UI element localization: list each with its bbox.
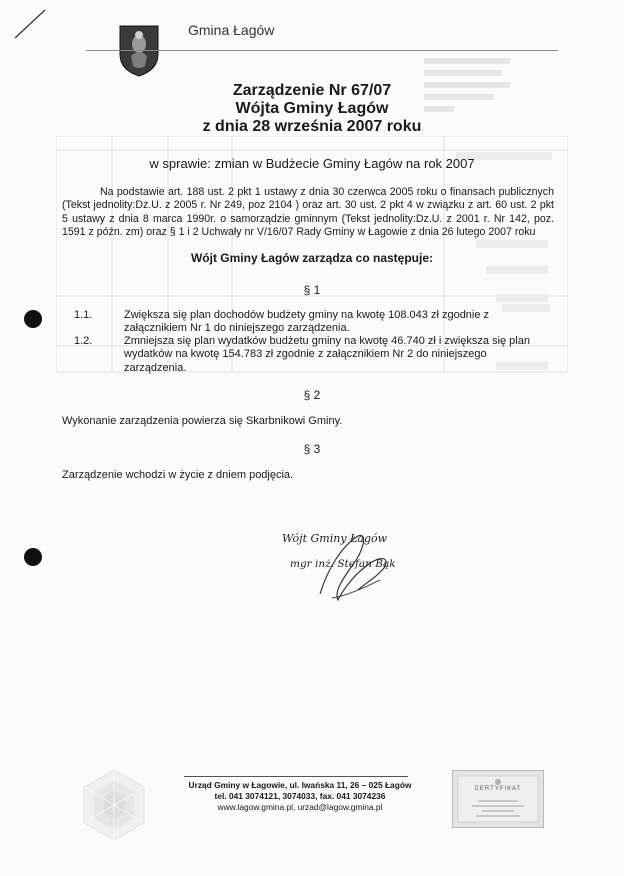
header-divider — [86, 50, 558, 51]
section-3-text: Zarządzenie wchodzi w życie z dniem podjęcia. — [62, 469, 294, 481]
list-item — [62, 335, 542, 377]
footer-phones: tel. 041 3074121, 3074033, fax. 041 3074236 — [214, 791, 386, 801]
footer-office-address: Urząd Gminy w Łagowie, ul. Iwańska 11, 26 – 025 Łagów — [188, 780, 412, 790]
item-text: Zmniejsza się plan wydatków budżetu gminy na kwotę 46.740 zł i zwiększa się plan wydatków na kwotę 154.783 zł zgodnie z załącznikiem Nr 2 do niniejszego zarządzenia. — [124, 335, 530, 374]
section-2-heading: § 2 — [303, 388, 321, 402]
legal-basis-text: Na podstawie art. 188 ust. 2 pkt 1 ustawy z dnia 30 czerwca 2005 roku o finansach publicznych (Tekst jednolity:Dz.U. z 2005 r. Nr 249, poz 2104 ) oraz art. 30 ust. 2 pkt 4 w związku z art. 60 ust. 2 pkt 5 ustawy z dnia 8 marca 1990r. o samorządzie gminnym (Tekst jednolity:Dz.U. z 2001 r. Nr 142, poz. 1591 z późn. zm) oraz § 1 i 2 Uchwały nr V/16/07 Rady Gminy w Łagowie z dnia 26 lutego 2007 roku — [62, 186, 554, 239]
item-text: Zwiększa się plan dochodów budżety gminy na kwotę 108.043 zł zgodnie z załącznikiem Nr 1 do niniejszego zarządzenia. — [124, 309, 490, 335]
subject-line: w sprawie: zmian w Budżecie Gminy Łagów na rok 2007 — [149, 156, 475, 171]
punch-hole — [24, 310, 42, 328]
header-municipality-name: Gmina Łagów — [188, 22, 275, 38]
certificate-label: CERTYFIKAT — [474, 786, 522, 792]
crystal-logo-icon — [80, 768, 148, 842]
decision-intro: Wójt Gminy Łagów zarządza co następuje: — [190, 251, 434, 265]
title-line-3: z dnia 28 września 2007 roku — [202, 118, 422, 135]
signature-stamp-title: Wójt Gminy Łagów — [282, 532, 388, 545]
coat-of-arms-icon — [118, 24, 160, 78]
footer-divider — [184, 776, 408, 777]
title-line-1: Zarządzenie Nr 67/07 — [232, 82, 392, 99]
section-2-text: Wykonanie zarządzenia powierza się Skarbnikowi Gminy. — [62, 415, 343, 427]
pen-stroke-mark — [12, 6, 48, 42]
section-3-heading: § 3 — [303, 442, 321, 456]
signature-stamp-name: mgr inż. Stefan Bąk — [290, 558, 396, 570]
footer-web-contact: www.lagow.gmina.pl, urzad@lagow.gmina.pl — [217, 802, 383, 812]
item-number: 1.2. — [74, 335, 93, 347]
legal-basis-paragraph — [62, 186, 554, 240]
item-number: 1.1. — [74, 309, 93, 321]
punch-hole — [24, 548, 42, 566]
section-1-heading: § 1 — [303, 283, 321, 297]
handwritten-signature — [272, 528, 412, 608]
certificate-badge-icon — [452, 770, 544, 828]
title-line-2: Wójta Gminy Łagów — [235, 100, 389, 117]
list-item — [62, 309, 542, 337]
